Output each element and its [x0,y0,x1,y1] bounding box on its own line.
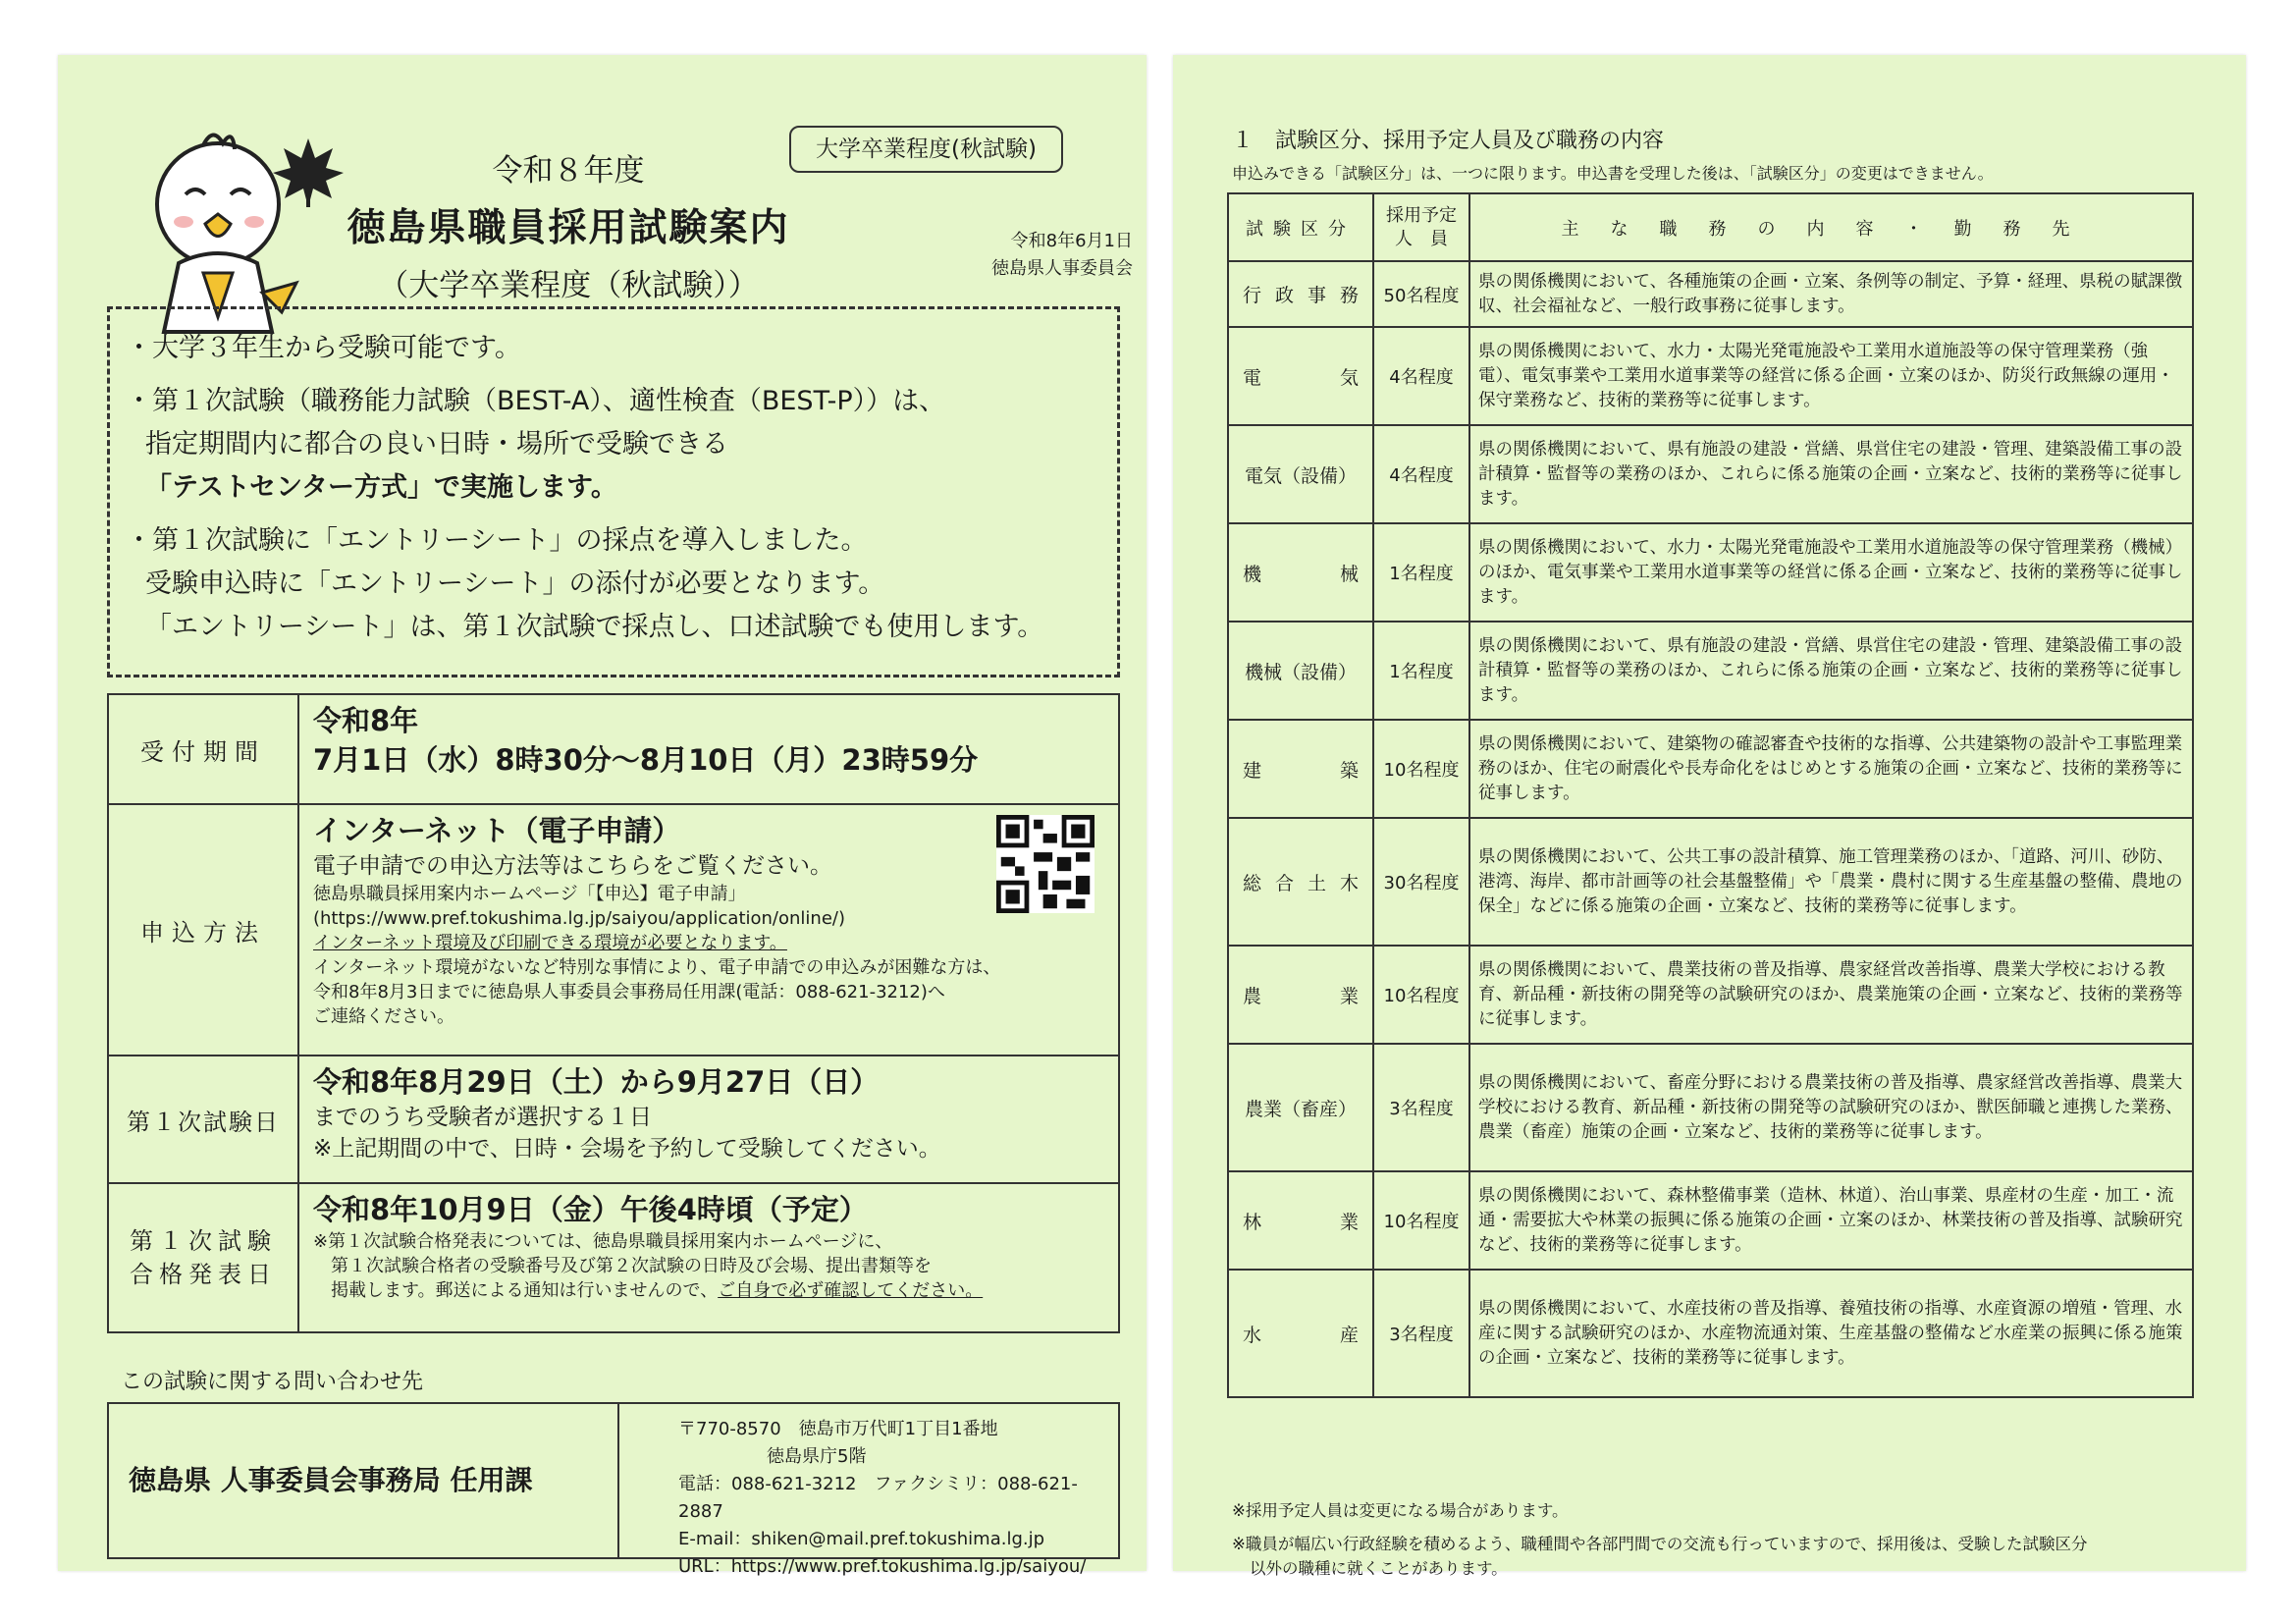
header-duty: 主な職務の内容・勤務先 [1469,193,2193,261]
info-body: インターネット（電子申請） 電子申請での申込方法等はこちらをご覧ください。 徳島県職員採用案内ホームページ「【申込】電子申請」 (https://www.pref.tokushima.lg.jp/saiyou/application/online/) インターネット環境及び印刷できる環境が必要となります。 インターネット環境がないなど特別な事情により、電子申請での申込みが困難な方は、 令和8年8月3日までに徳島県人事委員会事務局任用課(電話：088-621-3212)へ ご連絡ください。 [298,804,1119,1056]
title-year: 令和８年度 [492,153,645,189]
info-label: 第１次試験日 [108,1056,298,1183]
row-description: 県の関係機関において、農業技術の普及指導、農家経営改善指導、農業大学校における教育、新品種・新技術の開発等の試験研究のほか、農業施策の企画・立案など、技術的業務等に従事します。 [1469,946,2193,1044]
table-row [1228,523,2193,622]
section-heading: １ 試験区分、採用予定人員及び職務の内容 [1232,129,1665,153]
contact-email[interactable]: E-mail：shiken@mail.pref.tokushima.lg.jp [678,1529,1045,1549]
row-description: 県の関係機関において、森林整備事業（造林、林道）、治山事業、県産材の生産・加工・流通・需要拡大や林業の振興に係る施策の企画・立案のほか、林業技術の普及指導、試験研究など、技術的業務等に従事します。 [1469,1171,2193,1270]
info-row-method [108,804,1119,1056]
row-description: 県の関係機関において、各種施策の企画・立案、条例等の制定、予算・経理、県税の賦課徴収、社会福祉など、一般行政事務に従事します。 [1469,261,2193,327]
row-count: 30名程度 [1373,818,1469,946]
grade-badge: 大学卒業程度(秋試験) [789,126,1063,173]
row-count: 4名程度 [1373,425,1469,523]
info-table [107,693,1120,1333]
section-note: 申込みできる「試験区分」は、一つに限ります。申込書を受理した後は、「試験区分」の変更はできません。 [1232,164,1994,183]
table-row [1228,818,2193,946]
contact-details: 〒770-8570 徳島市万代町1丁目1番地 徳島県庁5階 電話：088-621-3212 ファクシミリ：088-621-2887 E-mail：shiken@mail.pref.tokushima.lg.jp URL：https://www.pref.tokushima.lg.jp/saiyou/ [678,1416,1118,1581]
application-url[interactable]: (https://www.pref.tokushima.lg.jp/saiyou/application/online/) [313,908,845,929]
issue-date: 令和8年6月1日 [1010,231,1133,251]
row-count: 1名程度 [1373,523,1469,622]
table-row [1228,1044,2193,1171]
table-header-row [1228,193,2193,261]
row-count: 50名程度 [1373,261,1469,327]
issue-block [897,228,1133,283]
info-row-first-exam [108,1056,1119,1183]
footnote: ※採用予定人員は変更になる場合があります。 [1232,1501,1569,1520]
row-count: 4名程度 [1373,327,1469,425]
row-category: 行 政 事 務 [1228,261,1373,327]
issuer: 徳島県人事委員会 [991,258,1133,279]
contact-box [107,1402,1120,1577]
header-category: 試験区分 [1228,193,1373,261]
qr-code-icon[interactable] [996,815,1095,913]
title-block [308,145,828,304]
table-row [1228,1270,2193,1397]
page-title: 徳島県職員採用試験案内 [347,206,790,250]
info-body: 令和8年10月9日（金）午後4時頃（予定） ※第１次試験合格発表については、徳島県職員採用案内ホームページに、 第１次試験合格者の受験番号及び第２次試験の日時及び会場、提出書類等を 掲載します。郵送による通知は行いませんので、ご自身で必ず確認してください。 [298,1183,1119,1332]
row-description: 県の関係機関において、水力・太陽光発電施設や工業用水道施設等の保守管理業務（機械）のほか、電気事業や工業用水道事業等の経営に係る企画・立案など、技術的業務等に従事します。 [1469,523,2193,622]
row-category: 農業（畜産） [1228,1044,1373,1171]
contact-label: この試験に関する問い合わせ先 [121,1370,424,1394]
row-description: 県の関係機関において、建築物の確認審査や技術的な指導、公共建築物の設計や工事監理業務のほか、住宅の耐震化や長寿命化をはじめとする施策の企画・立案など、技術的業務等に従事します。 [1469,720,2193,818]
info-row-reception [108,694,1119,804]
page-subtitle: （大学卒業程度（秋試験）） [378,268,759,303]
table-row [1228,327,2193,425]
notice-item: ・第１次試験に「エントリーシート」の採点を導入しました。 [126,525,868,556]
footnote: ※職員が幅広い行政経験を積めるよう、職種間や各部門間での交流も行っていますので、採用後は、受験した試験区分 以外の職種に就くことがあります。 [1232,1535,2088,1578]
table-row [1228,622,2193,720]
notice-item: 指定期間内に都合の良い日時・場所で受験できる [145,429,728,460]
notice-box [107,306,1120,677]
left-page [58,55,1147,1577]
row-count: 10名程度 [1373,1171,1469,1270]
row-category: 林 業 [1228,1171,1373,1270]
row-count: 1名程度 [1373,622,1469,720]
info-body: 令和8年 7月1日（水）8時30分～8月10日（月）23時59分 [298,694,1119,804]
row-category: 建 築 [1228,720,1373,818]
notice-item: ・第１次試験（職務能力試験（BEST-A）、適性検査（BEST-P））は、 [126,386,946,416]
row-category: 農 業 [1228,946,1373,1044]
notice-item: 受験申込時に「エントリーシート」の添付が必要となります。 [145,568,885,599]
row-description: 県の関係機関において、県有施設の建設・営繕、県営住宅の建設・管理、建築設備工事の設計積算・監督等の業務のほか、これらに係る施策の企画・立案など、技術的業務等に従事します。 [1469,622,2193,720]
table-row [1228,261,2193,327]
row-description: 県の関係機関において、畜産分野における農業技術の普及指導、農家経営改善指導、農業大学校における教育、新品種・新技術の開発等の試験研究のほか、獣医師職と連携した業務、農業（畜産）施策の企画・立案など、技術的業務等に従事します。 [1469,1044,2193,1171]
contact-name: 徳島県 人事委員会事務局 任用課 [129,1464,533,1496]
table-row [1228,425,2193,523]
notice-item: ・大学３年生から受験可能です。 [126,333,521,363]
row-category: 電 気 [1228,327,1373,425]
info-label: 第１次試験 合格発表日 [108,1183,298,1332]
info-row-announce [108,1183,1119,1332]
contact-url[interactable]: URL：https://www.pref.tokushima.lg.jp/saiyou/ [678,1556,1087,1577]
table-row [1228,720,2193,818]
row-description: 県の関係機関において、水力・太陽光発電施設や工業用水道施設等の保守管理業務（強電）、電気事業や工業用水道事業等の経営に係る企画・立案のほか、防災行政無線の運用・保守業務など、技術的業務等に従事します。 [1469,327,2193,425]
info-label: 申込方法 [108,804,298,1056]
right-page [1173,55,2246,1578]
row-count: 10名程度 [1373,720,1469,818]
row-category: 水 産 [1228,1270,1373,1397]
row-description: 県の関係機関において、県有施設の建設・営繕、県営住宅の建設・管理、建築設備工事の設計積算・監督等の業務のほか、これらに係る施策の企画・立案など、技術的業務等に従事します。 [1469,425,2193,523]
row-count: 3名程度 [1373,1270,1469,1397]
divider [617,1404,619,1557]
row-category: 機 械 [1228,523,1373,622]
row-description: 県の関係機関において、公共工事の設計積算、施工管理業務のほか、「道路、河川、砂防、港湾、海岸、都市計画等の社会基盤整備」や「農業・農村に関する生産基盤の整備、農地の保全」などに係る施策の企画・立案など、技術的業務等に従事します。 [1469,818,2193,946]
row-count: 3名程度 [1373,1044,1469,1171]
table-row [1228,946,2193,1044]
info-body: 令和8年8月29日（土）から9月27日（日） までのうち受験者が選択する１日 ※上記期間の中で、日時・会場を予約して受験してください。 [298,1056,1119,1183]
row-description: 県の関係機関において、水産技術の普及指導、養殖技術の指導、水産資源の増殖・管理、水産に関する試験研究のほか、水産物流通対策、生産基盤の整備など水産業の振興に係る施策の企画・立案など、技術的業務等に従事します。 [1469,1270,2193,1397]
table-row [1228,1171,2193,1270]
info-label: 受付期間 [108,694,298,804]
notice-item: 「エントリーシート」は、第１次試験で採点し、口述試験でも使用します。 [145,612,1044,642]
header-count: 採用予定 人 員 [1373,193,1469,261]
duty-table [1227,192,2194,1398]
notice-item: 「テストセンター方式」で実施します。 [145,472,617,503]
row-category: 電気（設備） [1228,425,1373,523]
row-category: 総 合 土 木 [1228,818,1373,946]
row-count: 10名程度 [1373,946,1469,1044]
row-category: 機械（設備） [1228,622,1373,720]
